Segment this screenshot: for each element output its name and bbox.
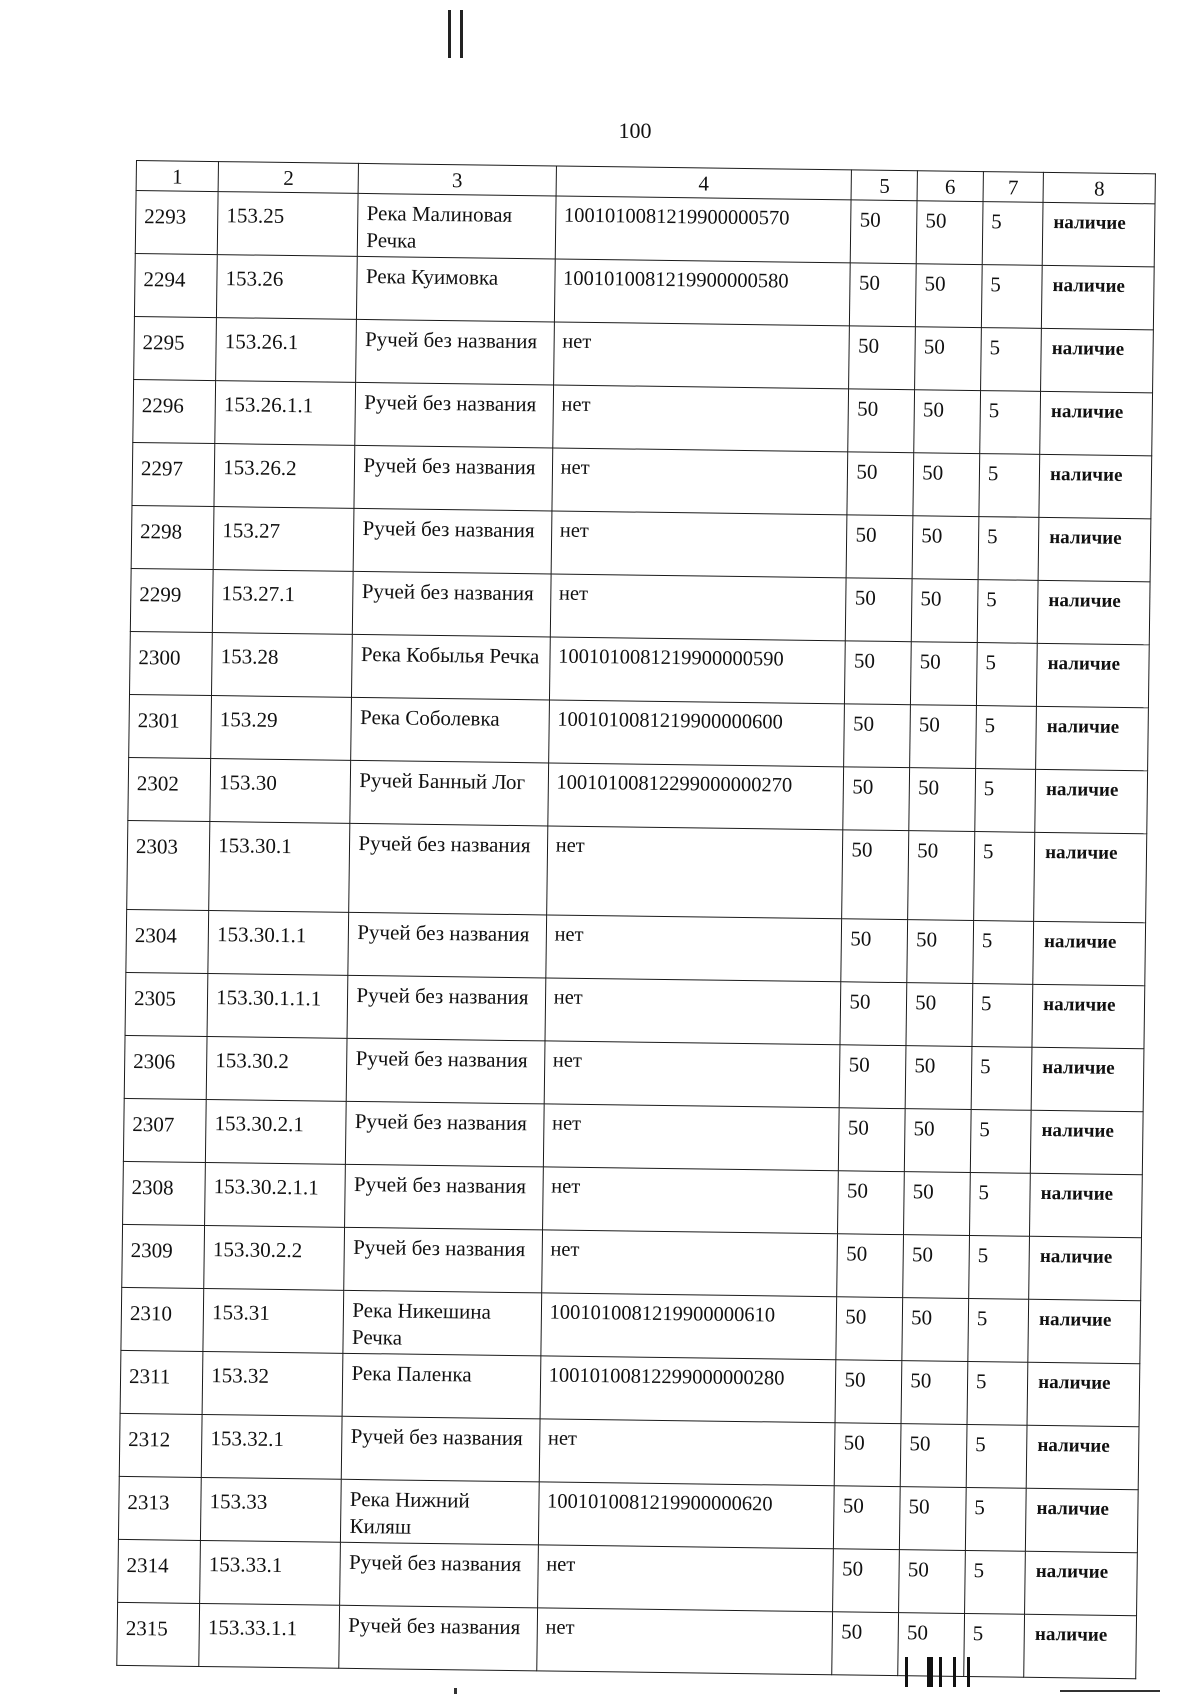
table-cell-c8: наличие (1027, 1362, 1140, 1426)
table-cell-c6: 50 (914, 390, 981, 454)
table-cell-n: 2315 (117, 1602, 200, 1666)
table-cell-name: Ручей без названия (344, 1227, 542, 1293)
table-cell-id: нет (546, 826, 843, 919)
table-cell-c7: 5 (964, 1550, 1025, 1614)
table-cell-code: 153.30.1.1 (208, 911, 349, 976)
table-cell-c6: 50 (901, 1361, 968, 1425)
scan-speck (454, 1688, 457, 1694)
table-cell-c6: 50 (910, 705, 977, 769)
table-cell-c5: 50 (846, 578, 913, 642)
table-cell-c8: наличие (1035, 769, 1148, 833)
table-cell-c6: 50 (902, 1298, 969, 1362)
table-cell-c8: наличие (1036, 706, 1149, 770)
page-number: 100 (618, 118, 652, 143)
table-cell-c8: наличие (1038, 517, 1151, 581)
column-header: 7 (983, 172, 1044, 203)
table-cell-c5: 50 (849, 326, 916, 390)
column-header: 6 (917, 171, 983, 202)
table-cell-id: нет (537, 1545, 834, 1612)
table-cell-id: 1001010081219900000580 (554, 259, 851, 326)
table-cell-id: нет (539, 1419, 836, 1486)
table-cell-code: 153.32 (202, 1351, 343, 1416)
table-cell-n: 2314 (118, 1539, 201, 1603)
table-cell-c6: 50 (916, 201, 983, 265)
table-cell-c7: 5 (976, 643, 1037, 707)
table-cell-n: 2313 (118, 1476, 201, 1540)
table-cell-id: 1001010081219900000620 (538, 1482, 835, 1549)
table-cell-name: Река Кобылья Речка (352, 634, 550, 700)
table-cell-c6: 50 (907, 920, 974, 984)
table-cell-c5: 50 (833, 1549, 900, 1613)
water-bodies-table (116, 160, 1156, 1679)
table-cell-n: 2301 (129, 694, 212, 758)
table-cell-n: 2306 (124, 1035, 207, 1099)
table-row (127, 820, 1147, 922)
table-cell-id: 1001010081219900000590 (549, 637, 846, 704)
table-cell-code: 153.28 (212, 633, 353, 698)
table-cell-name: Ручей без названия (347, 975, 545, 1041)
table-cell-c7: 5 (969, 1236, 1030, 1300)
table-cell-c7: 5 (974, 832, 1035, 922)
table-cell-c7: 5 (967, 1361, 1028, 1425)
table-cell-c5: 50 (839, 1108, 906, 1172)
table-cell-c5: 50 (848, 389, 915, 453)
scan-mark-top (448, 10, 468, 58)
table-cell-c7: 5 (982, 202, 1043, 266)
table-cell-c7: 5 (965, 1487, 1026, 1551)
table-cell-n: 2312 (119, 1413, 202, 1477)
table-cell-name: Ручей без названия (349, 823, 547, 915)
table-cell-n: 2299 (130, 568, 213, 632)
table-cell-id: нет (541, 1230, 838, 1297)
table-cell-n: 2309 (122, 1224, 205, 1288)
table-cell-c8: наличие (1025, 1551, 1138, 1615)
table-cell-name: Ручей Банный Лог (350, 760, 548, 826)
table-cell-code: 153.26 (217, 255, 358, 320)
table-cell-c8: наличие (1042, 202, 1155, 266)
table-cell-c6: 50 (908, 831, 975, 921)
table-cell-id: нет (543, 1104, 840, 1171)
table-cell-id: нет (542, 1167, 839, 1234)
table-cell-c7: 5 (966, 1424, 1027, 1488)
table-cell-c5: 50 (847, 515, 914, 579)
table-cell-c8: наличие (1030, 1110, 1143, 1174)
table-cell-c8: наличие (1031, 1047, 1144, 1111)
table-cell-name: Ручей без названия (347, 1038, 545, 1104)
table-cell-c5: 50 (832, 1612, 899, 1676)
table-cell-c7: 5 (964, 1613, 1025, 1677)
table-cell-name: Ручей без названия (345, 1164, 543, 1230)
table-cell-code: 153.30 (210, 759, 351, 824)
table-cell-id: нет (545, 915, 842, 982)
table-cell-c7: 5 (978, 517, 1039, 581)
table-cell-c5: 50 (850, 263, 917, 327)
table-cell-c6: 50 (904, 1172, 971, 1236)
column-header: 2 (218, 162, 359, 194)
table-cell-code: 153.30.2.1.1 (205, 1162, 346, 1227)
table-cell-code: 153.32.1 (201, 1414, 342, 1479)
table-cell-name: Ручей без названия (356, 319, 554, 385)
table-cell-c6: 50 (913, 453, 980, 517)
table-cell-code: 153.33 (201, 1477, 342, 1542)
table-cell-n: 2302 (128, 757, 211, 821)
table-cell-code: 153.33.1 (200, 1540, 341, 1605)
table-cell-id: 10010100812299000000270 (547, 763, 844, 830)
table-cell-c6: 50 (915, 327, 982, 391)
table-cell-id: 1001010081219900000610 (541, 1293, 838, 1360)
table-cell-id: нет (553, 322, 850, 389)
table-cell-c7: 5 (980, 391, 1041, 455)
table-cell-n: 2296 (133, 379, 216, 443)
table-cell-n: 2304 (126, 909, 209, 973)
scan-line (1060, 1690, 1160, 1692)
table-cell-c8: наличие (1042, 265, 1155, 329)
scan-mark-bottom (905, 1657, 1025, 1689)
table-cell-id: нет (552, 448, 849, 515)
table-cell-c8: наличие (1037, 643, 1150, 707)
table-cell-c7: 5 (975, 769, 1036, 833)
table-cell-c8: наличие (1033, 921, 1146, 985)
table-cell-id: 10010100812299000000280 (540, 1356, 837, 1423)
table-cell-name: Ручей без названия (346, 1101, 544, 1167)
table-cell-n: 2297 (132, 442, 215, 506)
table-cell-id: 1001010081219900000600 (548, 700, 845, 767)
table-cell-c8: наличие (1029, 1236, 1142, 1300)
table-cell-c8: наличие (1026, 1425, 1139, 1489)
table-cell-id: нет (544, 1041, 841, 1108)
table-cell-c7: 5 (979, 454, 1040, 518)
column-header: 4 (556, 166, 852, 200)
table-cell-name: Река Соболевка (351, 697, 549, 763)
table-cell-c8: наличие (1030, 1173, 1143, 1237)
table-cell-c5: 50 (834, 1486, 901, 1550)
table-cell-code: 153.33.1.1 (199, 1603, 340, 1668)
table-cell-name: Ручей без названия (353, 571, 551, 637)
table-cell-n: 2307 (123, 1098, 206, 1162)
table-cell-c5: 50 (835, 1423, 902, 1487)
table-cell-c7: 5 (969, 1173, 1030, 1237)
table-cell-name: Ручей без названия (342, 1416, 540, 1482)
table-cell-n: 2308 (123, 1161, 206, 1225)
table-cell-c5: 50 (851, 200, 918, 264)
table-cell-n: 2294 (134, 253, 217, 317)
column-header: 3 (358, 163, 556, 196)
table-cell-c5: 50 (840, 1045, 907, 1109)
table-cell-code: 153.31 (203, 1288, 344, 1353)
table-cell-code: 153.30.1.1.1 (207, 974, 348, 1039)
table-cell-c8: наличие (1034, 832, 1147, 922)
table-cell-c5: 50 (836, 1297, 903, 1361)
table-cell-code: 153.29 (211, 696, 352, 761)
table-cell-id: нет (536, 1608, 833, 1675)
table-cell-id: нет (551, 511, 848, 578)
table-cell-c7: 5 (977, 580, 1038, 644)
table-cell-name: Река Никешина Речка (343, 1290, 541, 1356)
table-cell-c5: 50 (845, 641, 912, 705)
table-cell-code: 153.27.1 (212, 570, 353, 635)
table-cell-c7: 5 (981, 265, 1042, 329)
table-cell-name: Река Паленка (342, 1353, 540, 1419)
table-cell-c6: 50 (916, 264, 983, 328)
table-cell-c6: 50 (909, 768, 976, 832)
table-cell-c6: 50 (912, 516, 979, 580)
table-cell-c8: наличие (1040, 391, 1153, 455)
table-cell-name: Ручей без названия (354, 445, 552, 511)
table-cell-name: Ручей без названия (339, 1605, 537, 1671)
table-cell-n: 2303 (127, 820, 210, 910)
table-cell-n: 2293 (135, 191, 218, 255)
table-cell-c5: 50 (838, 1171, 905, 1235)
table-cell-id: 1001010081219900000570 (555, 196, 852, 263)
table-cell-c6: 50 (906, 983, 973, 1047)
table-cell-c5: 50 (842, 830, 909, 920)
table-cell-c5: 50 (844, 704, 911, 768)
table-cell-c6: 50 (911, 642, 978, 706)
table-cell-name: Ручей без названия (348, 912, 546, 978)
table-cell-c6: 50 (903, 1235, 970, 1299)
column-header: 8 (1043, 172, 1155, 203)
table-cell-c8: наличие (1026, 1488, 1139, 1552)
table-cell-c8: наличие (1041, 328, 1154, 392)
table-cell-code: 153.30.2 (206, 1037, 347, 1102)
table-cell-code: 153.30.1 (209, 822, 350, 913)
table-cell-c5: 50 (843, 767, 910, 831)
table-cell-c7: 5 (973, 921, 1034, 985)
table-cell-n: 2311 (120, 1350, 203, 1414)
column-header: 5 (851, 170, 917, 201)
table-cell-c6: 50 (899, 1550, 966, 1614)
table-cell-code: 153.26.1 (216, 318, 357, 383)
table-cell-code: 153.27 (213, 507, 354, 572)
table-cell-c6: 50 (905, 1046, 972, 1110)
table-cell-n: 2295 (134, 316, 217, 380)
table-cell-name: Река Нижний Киляш (341, 1479, 539, 1545)
table-cell-c5: 50 (840, 982, 907, 1046)
table-cell-code: 153.25 (217, 192, 358, 257)
table-cell-c6: 50 (905, 1109, 972, 1173)
table-cell-c6: 50 (911, 579, 978, 643)
table-cell-c8: наличие (1024, 1614, 1137, 1678)
table-cell-n: 2310 (121, 1287, 204, 1351)
table-cell-name: Ручей без названия (355, 382, 553, 448)
table-cell-c7: 5 (976, 706, 1037, 770)
table-cell-n: 2300 (130, 631, 213, 695)
table-cell-code: 153.30.2.1 (206, 1100, 347, 1165)
table-cell-name: Река Малиновая Речка (358, 193, 556, 259)
table-cell-c8: наличие (1028, 1299, 1141, 1363)
table-cell-c5: 50 (847, 452, 914, 516)
table-cell-c6: 50 (900, 1487, 967, 1551)
table-cell-name: Ручей без названия (354, 508, 552, 574)
table-cell-c6: 50 (900, 1424, 967, 1488)
table-cell-id: нет (552, 385, 849, 452)
table-cell-c5: 50 (837, 1234, 904, 1298)
table-cell-n: 2305 (125, 972, 208, 1036)
table-cell-c7: 5 (970, 1110, 1031, 1174)
table-cell-c8: наличие (1032, 984, 1145, 1048)
table-cell-name: Ручей без названия (340, 1542, 538, 1608)
table-cell-id: нет (545, 978, 842, 1045)
table-cell-c5: 50 (835, 1360, 902, 1424)
table-cell-c5: 50 (841, 919, 908, 983)
table-cell-c7: 5 (968, 1298, 1029, 1362)
table-body (117, 191, 1155, 1679)
table-cell-name: Река Куимовка (357, 256, 555, 322)
table-cell-c7: 5 (980, 328, 1041, 392)
table-cell-id: нет (550, 574, 847, 641)
table-cell-n: 2298 (131, 505, 214, 569)
table-cell-code: 153.26.1.1 (215, 381, 356, 446)
table-cell-code: 153.26.2 (214, 444, 355, 509)
table-cell-c8: наличие (1039, 454, 1152, 518)
table-cell-c7: 5 (972, 984, 1033, 1048)
table-cell-c6: 50 (898, 1613, 965, 1677)
table-cell-c8: наличие (1037, 580, 1150, 644)
table-cell-c7: 5 (971, 1047, 1032, 1111)
column-header: 1 (136, 161, 219, 192)
table-cell-code: 153.30.2.2 (204, 1225, 345, 1290)
